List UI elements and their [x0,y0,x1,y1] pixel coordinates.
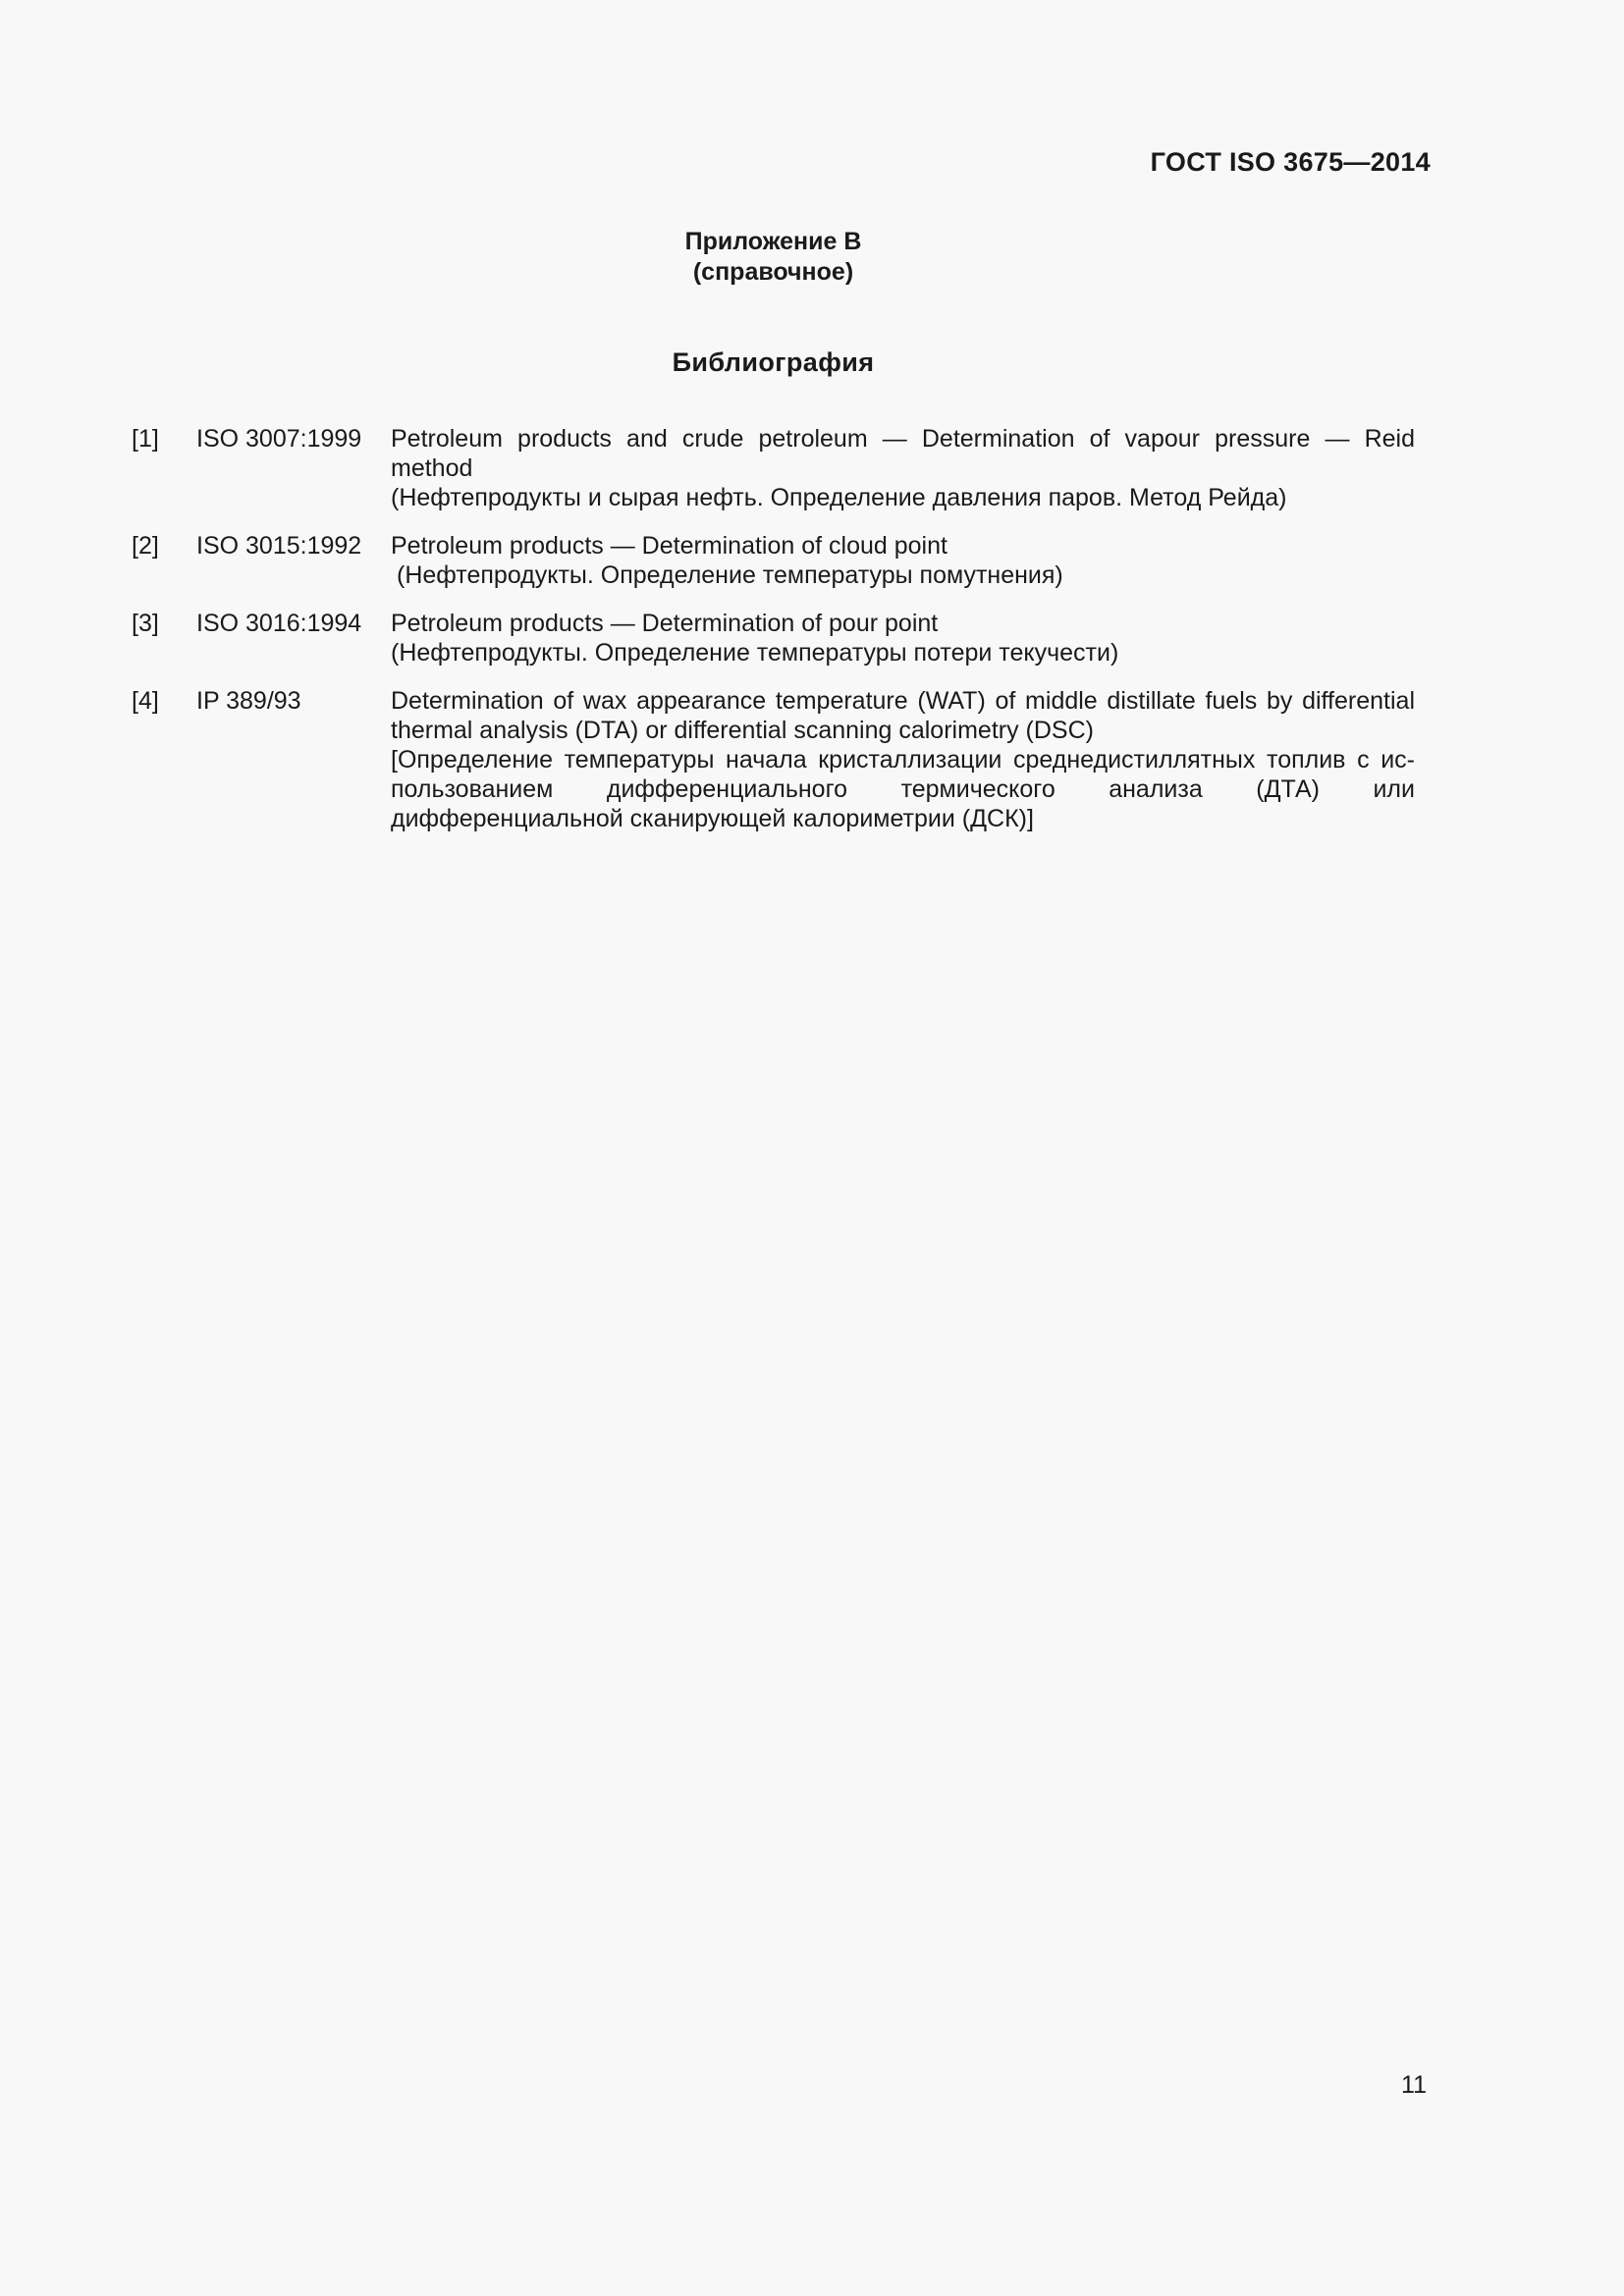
entry-text [391,531,1415,590]
bibliography-entry [132,424,1415,512]
document-code-header: ГОСТ ISO 3675—2014 [1150,147,1431,177]
appendix-heading [0,227,1546,288]
entry-text [391,424,1415,512]
bibliography-entry [132,686,1415,833]
entry-text [391,686,1415,833]
entry-title-ru: (Нефтепродукты. Определение температуры потери текучести) [391,639,1119,667]
bibliography-entry [132,531,1415,590]
entry-number: [1] [132,425,159,453]
entry-number: [2] [132,532,159,560]
bibliography-list [132,424,1415,852]
appendix-subtitle: (справочное) [692,258,854,286]
section-title: Библиография [672,347,875,377]
entry-title-en: Determination of wax appearance temperature (WAT) of middle distillate fuels by differential thermal analysis (DTA) or differential scanning calorimetry (DSC) [391,687,1415,744]
entry-standard-code: ISO 3015:1992 [196,532,362,560]
entry-text [391,609,1415,667]
entry-title-en: Petroleum products — Determination of pour point [391,610,939,637]
entry-title-ru: (Нефтепродукты и сырая нефть. Определение давления паров. Метод Рейда) [391,484,1287,511]
page-number: 11 [1401,2071,1427,2099]
entry-number: [3] [132,610,159,637]
entry-standard-code: ISO 3016:1994 [196,610,362,637]
entry-title-en: Petroleum products and crude petroleum — Determination of vapour pressure — Reid method [391,425,1415,482]
entry-title-ru: (Нефтепродукты. Определение температуры помутнения) [397,561,1063,589]
bibliography-entry [132,609,1415,667]
entry-title-ru: [Определение температуры начала кристаллизации среднедистиллятных топлив с использованием дифференциального термического анализа (ДТА) или дифференциальной сканирующей калориметрии (ДСК)] [391,746,1415,832]
entry-standard-code: IP 389/93 [196,687,301,715]
appendix-title: Приложение В [684,228,862,255]
entry-number: [4] [132,687,159,715]
entry-title-en: Petroleum products — Determination of cloud point [391,532,947,560]
entry-standard-code: ISO 3007:1999 [196,425,362,453]
